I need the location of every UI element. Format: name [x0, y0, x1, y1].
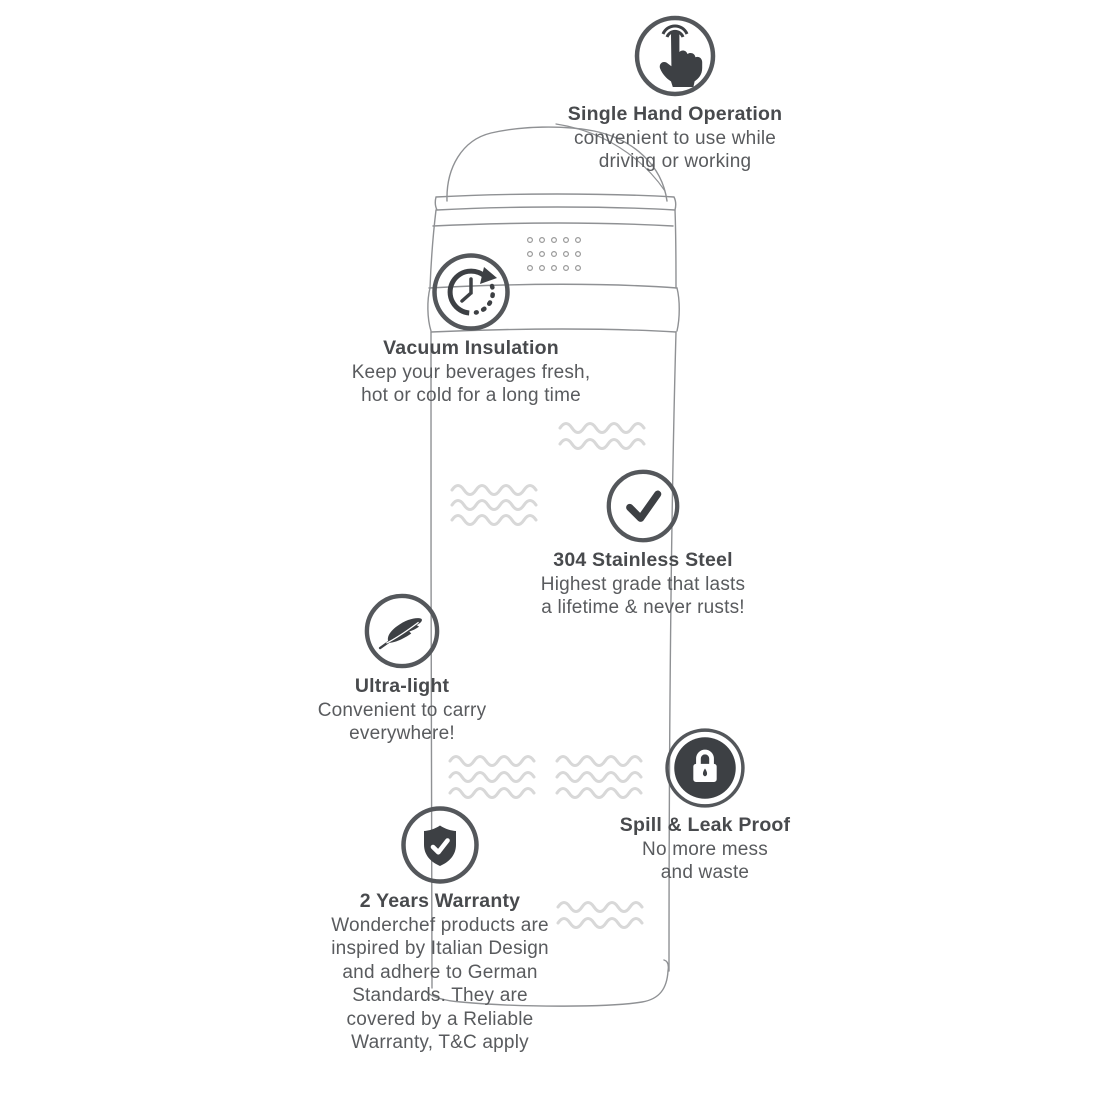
tap-hand-icon [633, 14, 717, 98]
feature-line: convenient to use while [573, 127, 777, 149]
feature-title: Single Hand Operation [567, 103, 783, 125]
feature-line: everywhere! [349, 723, 455, 744]
feature-line: and adhere to German [342, 961, 538, 983]
shield-check-icon [400, 805, 480, 885]
feature-line: Convenient to carry [317, 699, 487, 721]
feature-spill-leak-proof [585, 727, 825, 885]
feature-title: Spill & Leak Proof [619, 814, 791, 836]
feature-2-years-warranty [300, 805, 580, 1055]
feature-single-hand-operation [535, 14, 815, 174]
flask-lid-rim [435, 194, 675, 210]
feature-line: driving or working [598, 151, 752, 172]
feature-title: 304 Stainless Steel [553, 549, 733, 571]
feature-304-stainless-steel [513, 468, 773, 620]
feature-title: 2 Years Warranty [359, 890, 521, 912]
feature-line: inspired by Italian Design [331, 938, 549, 959]
feature-line: Keep your beverages fresh, [351, 361, 591, 383]
feature-vacuum-insulation [321, 252, 621, 408]
checkmark-icon [605, 468, 681, 544]
padlock-icon [664, 727, 746, 809]
feature-line: hot or cold for a long time [361, 385, 581, 406]
feature-line: and waste [660, 862, 750, 883]
feature-line: Warranty, T&C apply [351, 1032, 529, 1053]
feature-line: Highest grade that lasts [540, 573, 746, 595]
feather-icon [363, 592, 441, 670]
feature-line: covered by a Reliable [346, 1008, 534, 1030]
feature-line: Wonderchef products are [331, 914, 549, 936]
feature-title: Ultra-light [354, 675, 450, 697]
feature-line: a lifetime & never rusts! [541, 597, 745, 618]
feature-line: No more mess [642, 838, 768, 860]
feature-title: Vacuum Insulation [383, 337, 559, 359]
clock-rotation-icon [431, 252, 511, 332]
feature-line: Standards. They are [352, 985, 528, 1006]
feature-ultra-light [282, 592, 522, 746]
